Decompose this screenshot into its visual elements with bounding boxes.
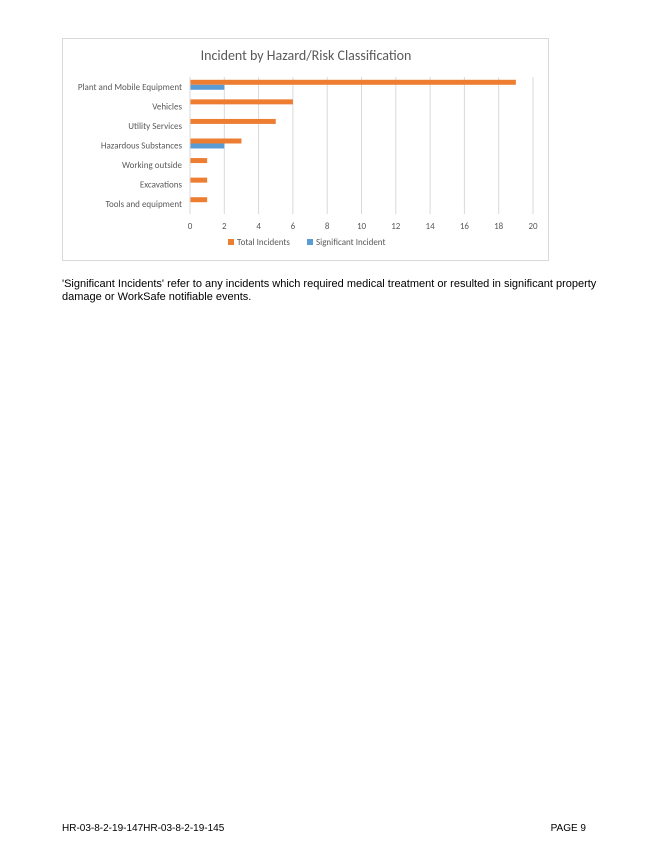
- category-label: Tools and equipment: [105, 199, 182, 211]
- legend-label-significant: Significant Incident: [316, 237, 386, 248]
- legend-label-total: Total Incidents: [237, 237, 290, 248]
- category-label: Hazardous Substances: [100, 140, 182, 152]
- bar-total-incidents: [190, 139, 241, 144]
- x-tick-label: 18: [494, 221, 504, 232]
- x-tick-label: 4: [256, 221, 261, 232]
- bar-chart: [63, 39, 550, 262]
- category-label: Vehicles: [152, 101, 182, 113]
- category-label: Plant and Mobile Equipment: [77, 81, 182, 93]
- bar-total-incidents: [190, 80, 516, 85]
- x-tick-label: 2: [222, 221, 227, 232]
- x-tick-label: 12: [391, 221, 401, 232]
- chart-frame: [62, 38, 549, 261]
- bar-total-incidents: [190, 158, 207, 163]
- page-number: PAGE 9: [550, 823, 586, 834]
- bar-significant-incident: [190, 144, 224, 149]
- bar-significant-incident: [190, 85, 224, 90]
- chart-title: Incident by Hazard/Risk Classification: [200, 47, 412, 64]
- bar-total-incidents: [190, 99, 293, 104]
- x-tick-label: 8: [324, 221, 330, 232]
- bar-total-incidents: [190, 197, 207, 202]
- category-label: Working outside: [122, 160, 182, 172]
- x-tick-label: 6: [290, 221, 296, 232]
- bar-total-incidents: [190, 178, 207, 183]
- x-tick-label: 0: [187, 221, 193, 232]
- category-label: Excavations: [139, 179, 182, 191]
- x-tick-label: 10: [356, 221, 367, 232]
- x-tick-label: 14: [425, 221, 435, 232]
- significant-incidents-note: 'Significant Incidents' refer to any incidents which required medical treatment or resulted in significant property damage or WorkSafe notifiable events.: [62, 278, 597, 303]
- legend-swatch-total: [228, 239, 234, 245]
- bar-total-incidents: [190, 119, 276, 124]
- category-label: Utility Services: [128, 120, 182, 132]
- x-tick-label: 20: [528, 221, 538, 232]
- legend-swatch-significant: [307, 239, 313, 245]
- document-reference: HR-03-8-2-19-147HR-03-8-2-19-145: [62, 823, 225, 834]
- x-tick-label: 16: [459, 221, 469, 232]
